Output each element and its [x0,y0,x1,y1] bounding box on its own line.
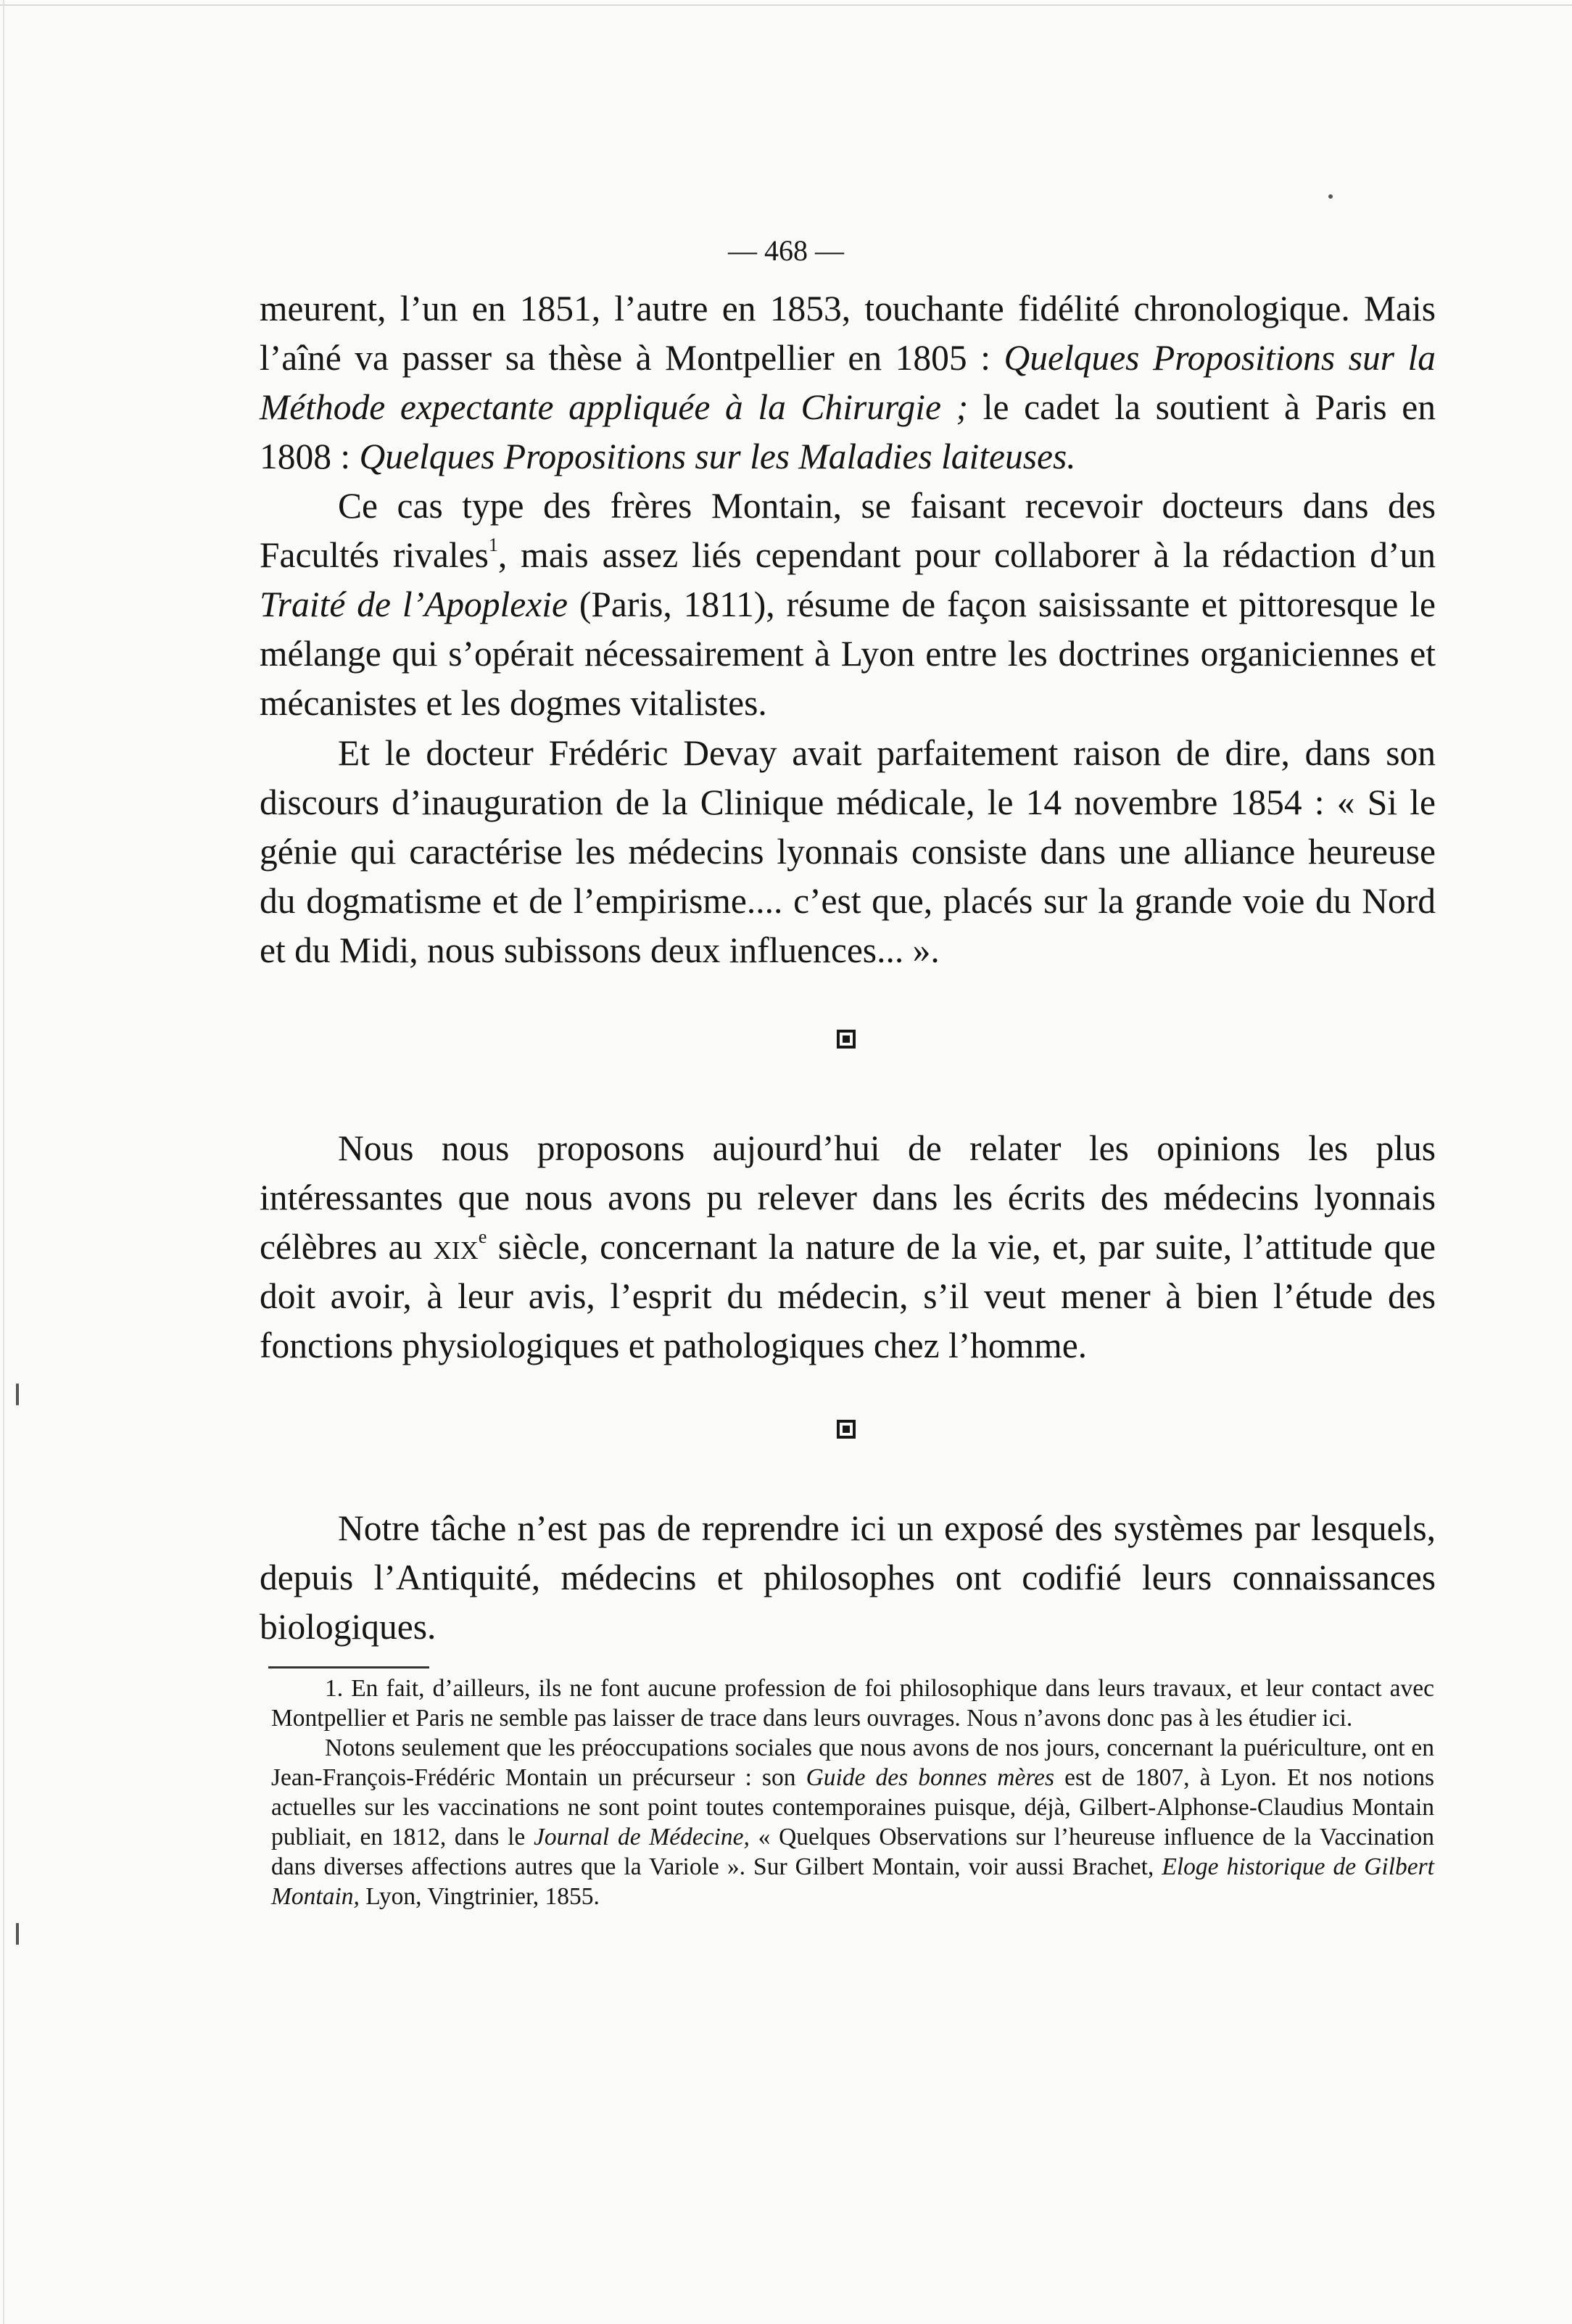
text-run: meurent, l’un en 1851, l’autre en 1853, touchante fidélité chronologique. Mais l’aîné va passer sa thèse à Montpellier en 1805 : [260,289,1436,378]
thesis-title-younger: Quelques Propositions sur les Maladies laiteuses. [359,437,1076,476]
text-run: , mais assez liés cependant pour collaborer à la rédaction d’un [497,535,1436,575]
paragraph-5 [260,1504,1436,1652]
journal-title: Journal de Médecine, [534,1824,750,1850]
book-title-apoplexie: Traité de l’Apoplexie [260,584,568,624]
footnotes [271,1674,1434,1911]
text-run: est de 1807, à Lyon. Et nos notions actuelles sur les vaccinations ne sont point toutes contemporaines puisque, déjà, Gilbert-Alphonse-Claudius Montain publiait, en 1812, dans le [271,1764,1434,1850]
text-run: « Quelques Observations sur l’heureuse influence de la Vaccination dans diverses affections autres que la Variole ». Sur Gilbert Montain, voir aussi Brachet, [271,1824,1434,1880]
section-ornament-2 [837,1420,856,1439]
paragraph-5-text: Notre tâche n’est pas de reprendre ici un exposé des systèmes par lesquels, depuis l’Antiquité, médecins et philosophes ont codifié leurs connaissances biologiques. [260,1508,1436,1647]
scan-speck [1328,194,1333,199]
section-ornament-1 [837,1030,856,1049]
paragraph-2 [260,481,1436,728]
footnote-1: 1. En fait, d’ailleurs, ils ne font aucune profession de foi philosophique dans leurs travaux, et leur contact avec Montpellier et Paris ne semble pas laisser de trace dans leurs ouvrages. Nous n’avons donc pas à les étudier ici. [271,1675,1434,1732]
book-title-guide: Guide des bonnes mères [806,1764,1055,1791]
paragraph-4 [260,1124,1436,1370]
text-run: Lyon, Vingtrinier, 1855. [359,1883,600,1910]
text-run: (Paris, 1811), résume de façon saisissante et pittoresque le mélange qui s’opérait nécessairement à Lyon entre les doctrines organiciennes et mécanistes et les dogmes vitalistes. [260,584,1436,723]
thesis-title-elder: Quelques Propositions sur la Méthode expectante appliquée à la Chirurgie ; [260,338,1436,427]
scan-speck [16,1923,19,1945]
paragraph-3 [260,729,1436,975]
century-suffix: e [478,1226,487,1247]
scan-speck [16,1384,19,1405]
text-run: Nous nous proposons aujourd’hui de relater les opinions les plus intéressantes que nous avons pu relever dans les écrits des médecins lyonnais célèbres au [260,1128,1436,1267]
text-run: Ce cas type des frères Montain, se faisant recevoir docteurs dans des Facultés rivales [260,486,1436,575]
text-run: Notons seulement que les préoccupations sociales que nous avons de nos jours, concernant la puériculture, ont en Jean-François-Frédéric Montain un précurseur : son [271,1734,1434,1791]
paragraph-3-text: Et le docteur Frédéric Devay avait parfaitement raison de dire, dans son discours d’inauguration de la Clinique médicale, le 14 novembre 1854 : « Si le génie qui caractérise les médecins lyonnais consiste dans une alliance heureuse du dogmatisme et de l’empirisme.... c’est que, placés sur la grande voie du Nord et du Midi, nous subissons deux influences... ». [260,733,1436,970]
book-title-eloge: Eloge historique de Gilbert Montain, [271,1853,1434,1910]
text-run: siècle, concernant la nature de la vie, et, par suite, l’attitude que doit avoir, à leur avis, l’esprit du médecin, s’il veut mener à bien l’étude des fonctions physiologiques et pathologiques chez l’homme. [260,1227,1436,1365]
footnote-ref-1: 1 [488,534,498,555]
footnote-separator [268,1666,429,1668]
paragraph-1 [260,284,1436,481]
century-numeral: xix [433,1227,479,1267]
page-number: — 468 — [728,234,844,267]
footnote-2 [271,1733,1434,1911]
scan-edge-left [3,0,4,2324]
text-run: le cadet la soutient à Paris en 1808 : [260,387,1436,476]
scan-edge-top [0,4,1572,6]
